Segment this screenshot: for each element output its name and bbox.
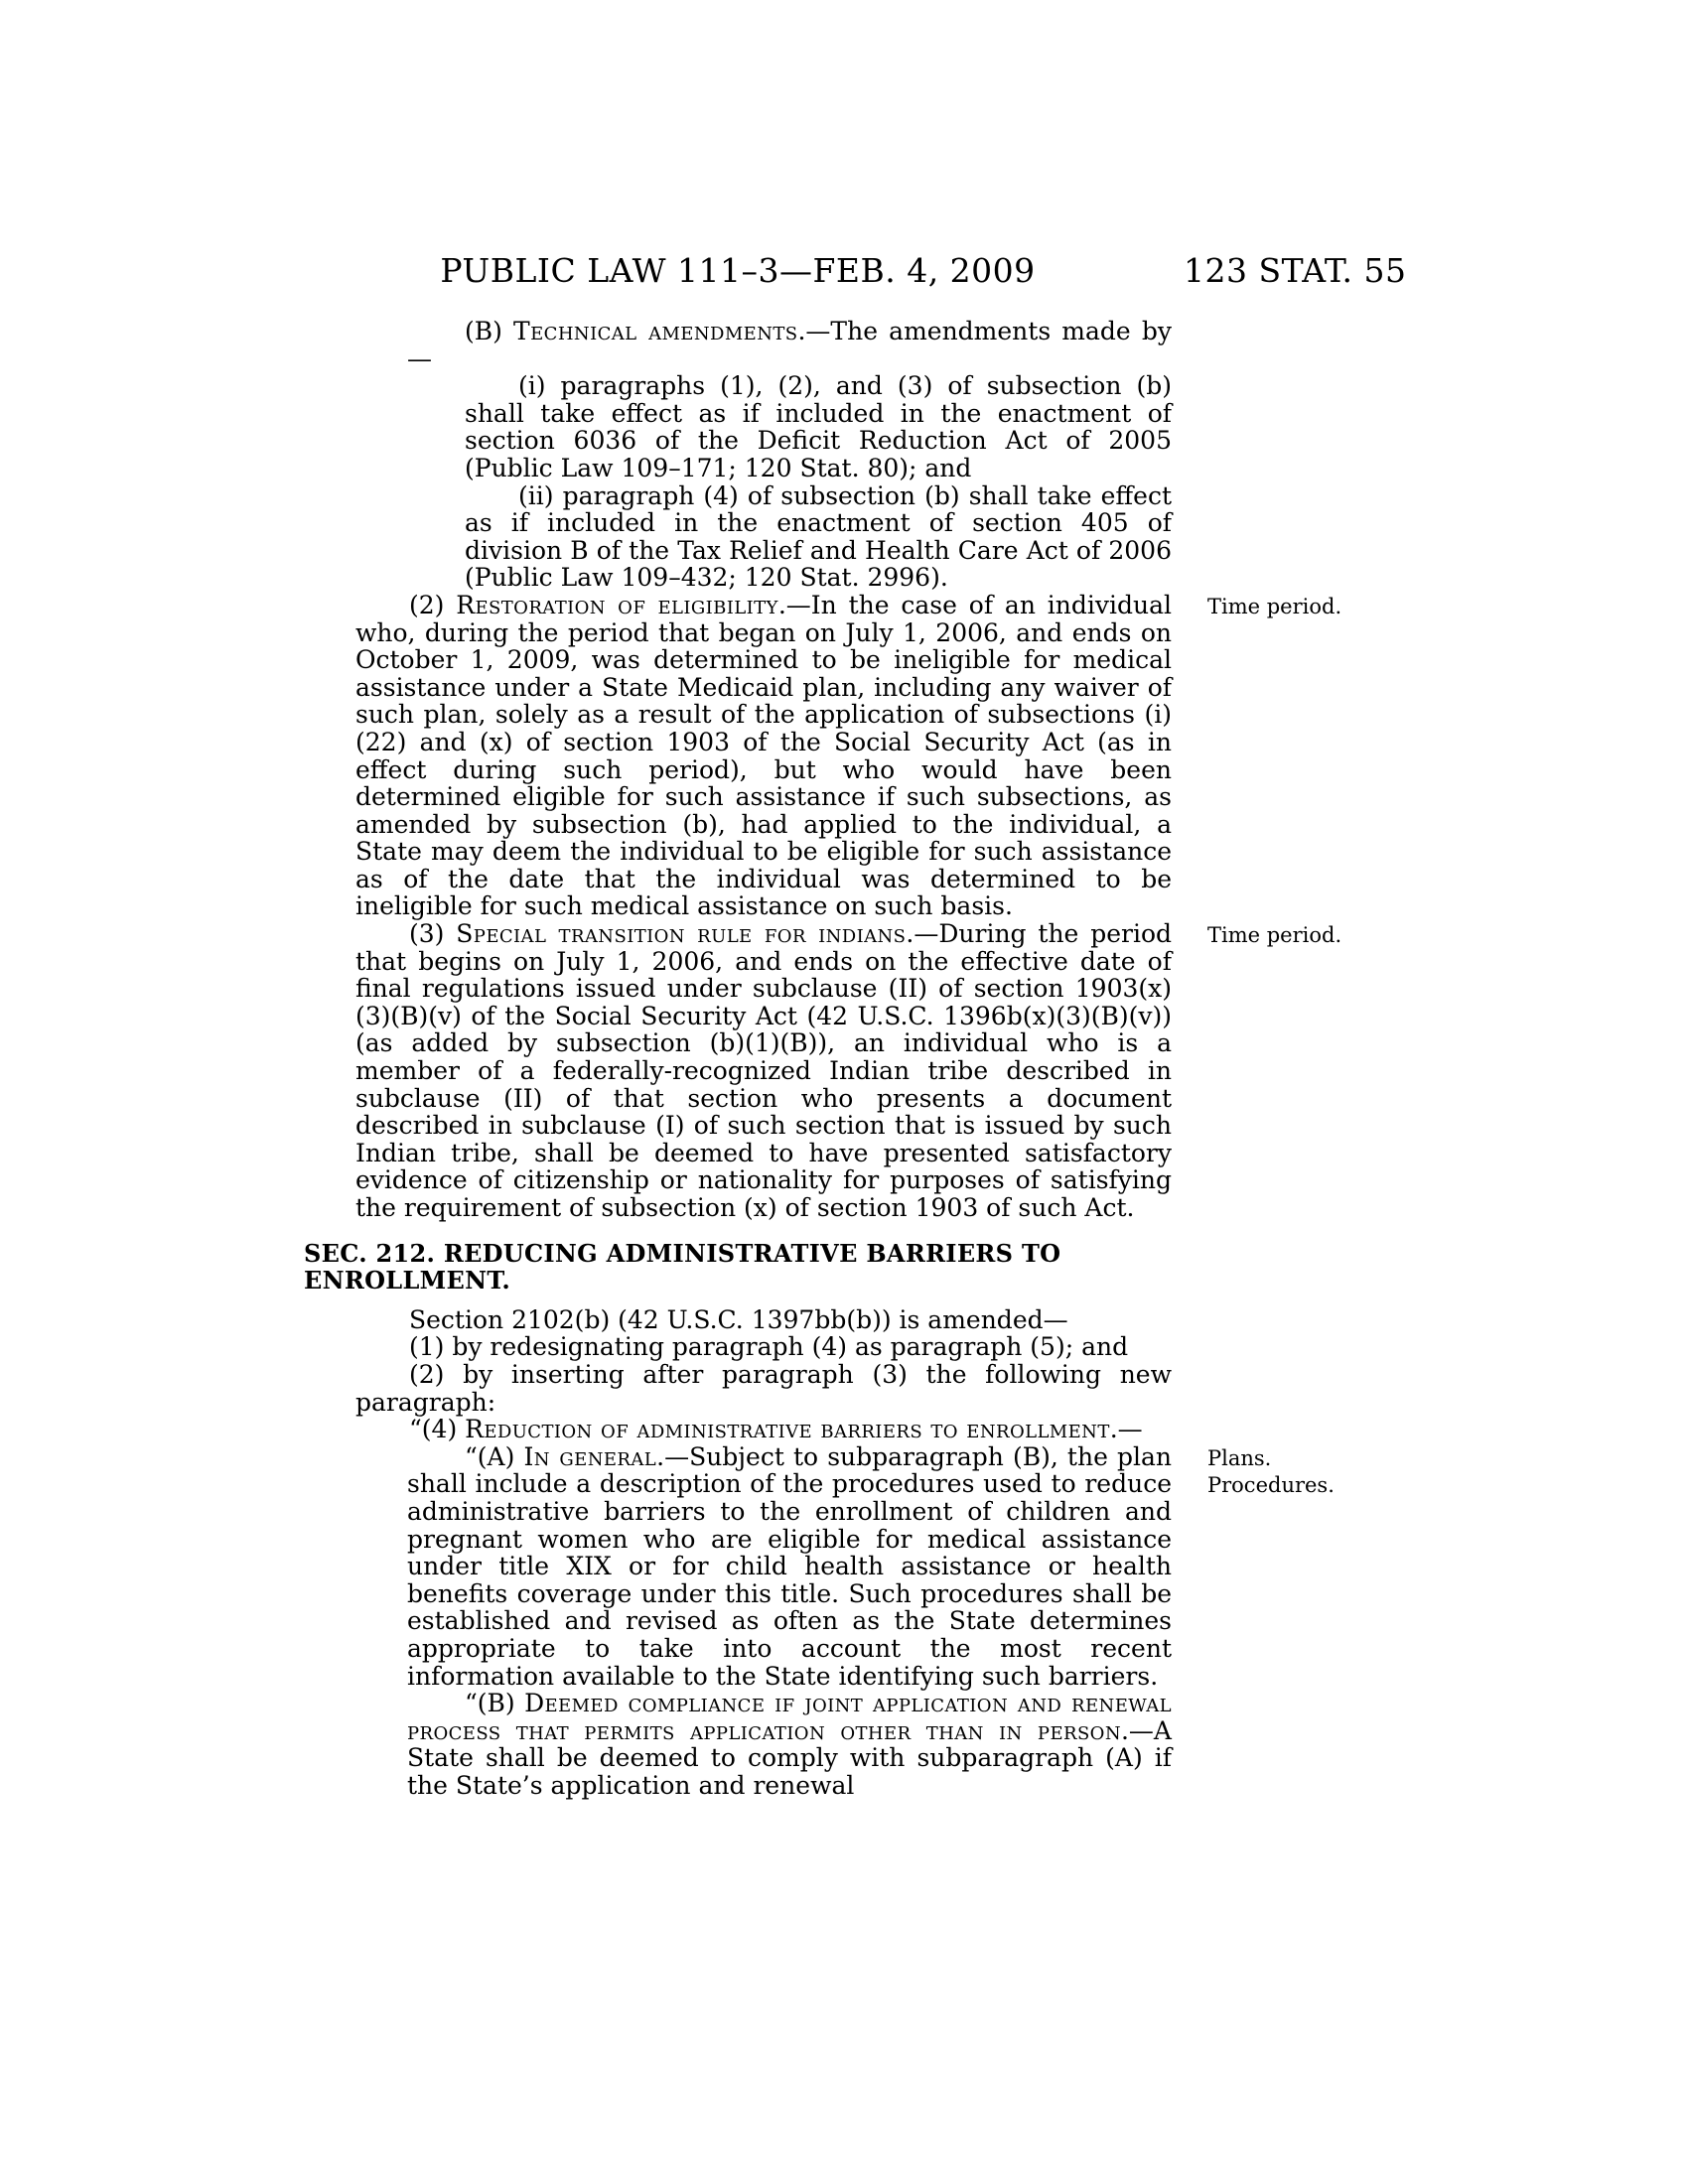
text-run: (i) paragraphs (1), (2), and (3) of subsection (b) shall take effect as if included in the enactment of section 6036 of the Deficit Reduction Act of 2005 (Public Law 109–171; 120 Stat. 80); and (465, 371, 1172, 482)
text-run: “(A) (465, 1441, 524, 1471)
text-run: (2) (409, 590, 457, 619)
text-run: .—Subject to subparagraph (B), the plan shall include a description of the procedures used to reduce administrative barriers to the enrollment of children and pregnant women who are eligible for medical assistance under title XIX or for child health assistance or health benefits coverage under this title. Such procedures shall be established and revised as often as the State determines appropriate to take into account the most recent information available to the State identifying such barriers. (407, 1441, 1172, 1691)
margin-note (1207, 922, 1391, 949)
statute-paragraph (355, 1361, 1172, 1416)
small-caps-run: Special transition rule for indians (456, 919, 907, 949)
margin-note (1207, 594, 1391, 620)
statute-paragraph (407, 318, 1172, 372)
statute-paragraph (355, 590, 1342, 921)
text-run: .—A State shall be deemed to comply with subparagraph (A) if the State’s application and renewal (407, 1715, 1172, 1800)
text-run: .— (1109, 1415, 1143, 1444)
small-caps-run: Technical amendments (513, 317, 798, 345)
section-heading (304, 1240, 1172, 1295)
text-run: “(4) (409, 1415, 466, 1444)
small-caps-run: Deemed compliance if joint application and renewal process that permits application other than in person (407, 1689, 1172, 1745)
statute-paragraph (465, 372, 1172, 481)
small-caps-run: Restoration of eligibility (456, 590, 778, 619)
text-run: (ii) paragraph (4) of subsection (b) shall take effect as if included in the enactment of section 405 of division B of the Tax Relief and Health Care Act of 2006 (Public Law 109–432; 120 Stat. 2996). (465, 480, 1172, 593)
margin-note-line: Plans. (1207, 1445, 1272, 1470)
text-run: .—During the period that begins on July 1, 2006, and ends on the effective date of final regulations issued under subclause (II) of section 1903(x)(3)(B)(v) of the Social Security Act (42 U.S.C. 1396b(x)(3)(B)(v)) (as added by subsection (b)(1)(B)), an individual who is a member of a federally-recognized Indian tribe described in subclause (II) of that section who presents a document described in subclause (I) of such section that is issued by such Indian tribe, shall be deemed to have presented satisfactory evidence of citizenship or nationality for purposes of satisfying the requirement of subsection (x) of section 1903 of such Act. (355, 919, 1173, 1222)
statute-paragraph (355, 1416, 1172, 1443)
margin-note (1207, 1445, 1391, 1499)
small-caps-run: In general (523, 1441, 657, 1471)
margin-note-line: Time period. (1207, 923, 1342, 948)
header-stat-page-number: 123 STAT. 55 (1184, 251, 1407, 290)
small-caps-run: Reduction of administrative barriers to enrollment (465, 1415, 1110, 1444)
header-law-title: PUBLIC LAW 111–3—FEB. 4, 2009 (440, 251, 1036, 290)
text-run: .—The amendments made by— (407, 317, 1172, 373)
statute-paragraph (465, 482, 1172, 592)
text-run: (3) (409, 919, 457, 949)
statute-paragraph (355, 1306, 1172, 1334)
text-run: (1) by redesignating paragraph (4) as paragraph (5); and (409, 1332, 1129, 1362)
statute-paragraph (355, 1333, 1172, 1361)
running-header (0, 251, 1688, 291)
statute-paragraph (407, 1690, 1172, 1799)
statute-body (304, 317, 1342, 1800)
text-run: .—In the case of an individual who, during the period that began on July 1, 2006, and ends on October 1, 2009, was determined to be ineligible for medical assistance under a State Medicaid plan, including any waiver of such plan, solely as a result of the application of subsections (i)(22) and (x) of section 1903 of the Social Security Act (as in effect during such period), but who would have been determined eligible for such assistance if such subsections, as amended by subsection (b), had applied to the individual, a State may deem the individual to be eligible for such assistance as of the date that the individual was determined to be ineligible for such medical assistance on such basis. (355, 590, 1172, 921)
text-run: “(B) (465, 1689, 525, 1718)
statute-paragraph (407, 1441, 1335, 1691)
margin-note-line: Time period. (1207, 594, 1342, 618)
text-run: Section 2102(b) (42 U.S.C. 1397bb(b)) is amended— (409, 1304, 1068, 1334)
text-run: (2) by inserting after paragraph (3) the following new paragraph: (355, 1359, 1172, 1417)
text-run: (B) (465, 317, 514, 345)
text-run: SEC. 212. REDUCING ADMINISTRATIVE BARRIERS TO ENROLLMENT. (304, 1238, 1061, 1296)
margin-note-line: Procedures. (1207, 1472, 1335, 1497)
statute-paragraph (355, 919, 1342, 1222)
